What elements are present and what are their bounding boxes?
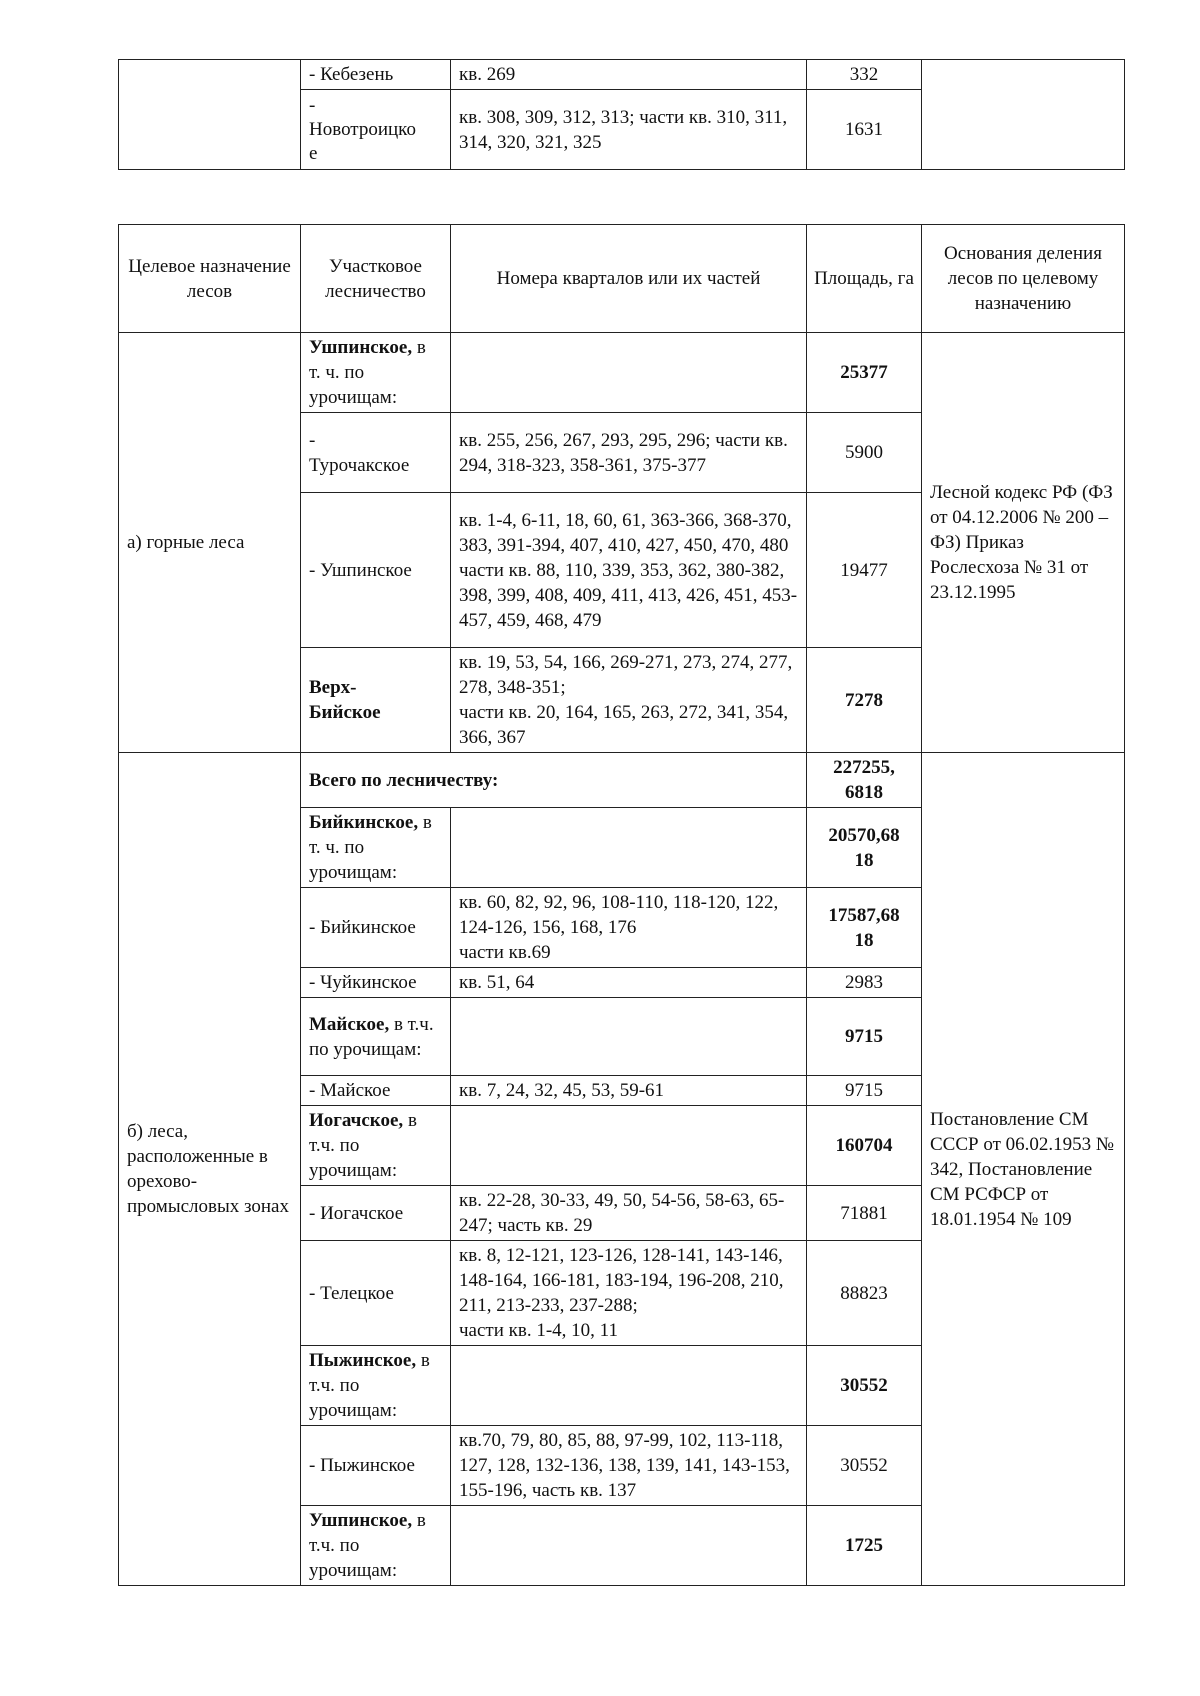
quarters-cell: кв. 1-4, 6-11, 18, 60, 61, 363-366, 368-370, 383, 391-394, 407, 410, 427, 450, 470, 480 части кв. 88, 110, 339, 353, 362, 380-382, 398, 399, 408, 409, 411, 413, 426, 451, 453-457, 459, 468, 479 [451,493,807,648]
quarters-cell: кв. 60, 82, 92, 96, 108-110, 118-120, 122, 124-126, 156, 168, 176 части кв.69 [451,888,807,968]
forestry-cell: - Чуйкинское [301,968,451,998]
quarters-cell: кв. 269 [451,60,807,90]
total-area: 227255, 6818 [807,753,922,808]
forestry-note: в т. ч. по урочищам: [309,812,432,883]
forestry-cell [301,998,451,1076]
quarters-cell: кв. 8, 12-121, 123-126, 128-141, 143-146, 148-164, 166-181, 183-194, 196-208, 210, 211, 213-233, 237-288; части кв. 1-4, 10, 11 [451,1241,807,1346]
forestry-name: Майское, [309,1013,390,1035]
forestry-cell: - Майское [301,1076,451,1106]
header-area: Площадь, га [807,225,922,333]
header-basis: Основания деления лесов по целевому назначению [922,225,1125,333]
header-purpose: Целевое назначение лесов [119,225,301,333]
quarters-cell [451,998,807,1076]
continuation-table [118,59,1125,170]
area-cell: 160704 [807,1106,922,1186]
forestry-name: Пыжинское, [309,1350,417,1371]
forestry-cell [301,333,451,413]
quarters-cell [451,1346,807,1426]
area-cell: 25377 [807,333,922,413]
table-row [119,753,1125,808]
area-cell: 71881 [807,1186,922,1241]
forestry-name: Иогачское, [309,1110,404,1131]
area-cell: 5900 [807,413,922,493]
forestry-cell: - Турочакское [301,413,451,493]
purpose-cell: б) леса, расположенные в орехово-промысловых зонах [119,753,301,1586]
forestry-note: в т. ч. по урочищам: [309,337,426,408]
area-cell: 9715 [807,998,922,1076]
quarters-cell: кв. 7, 24, 32, 45, 53, 59-61 [451,1076,807,1106]
forestry-note: в т.ч. по урочищам: [309,1110,417,1181]
forestry-cell [301,808,451,888]
forestry-cell [301,1506,451,1586]
header-forestry: Участковое лесничество [301,225,451,333]
empty-cell [922,60,1125,170]
forestry-cell: - Бийкинское [301,888,451,968]
basis-cell: Постановление СМ СССР от 06.02.1953 № 342, Постановление СМ РСФСР от 18.01.1954 № 109 [922,753,1125,1586]
quarters-cell [451,1106,807,1186]
forestry-cell [301,1346,451,1426]
forestry-cell: - Ушпинское [301,493,451,648]
district-cell: - Кебезень [301,60,451,90]
forestry-cell [301,1106,451,1186]
area-cell: 19477 [807,493,922,648]
quarters-cell [451,808,807,888]
table-row [119,60,1125,90]
area-cell: 17587,68 18 [807,888,922,968]
purpose-cell: а) горные леса [119,333,301,753]
quarters-cell: кв.70, 79, 80, 85, 88, 97-99, 102, 113-118, 127, 128, 132-136, 138, 139, 141, 143-153, 155-196, часть кв. 137 [451,1426,807,1506]
forestry-cell: - Телецкое [301,1241,451,1346]
forestry-cell: - Пыжинское [301,1426,451,1506]
basis-cell: Лесной кодекс РФ (ФЗ от 04.12.2006 № 200 – ФЗ) Приказ Рослесхоза № 31 от 23.12.1995 [922,333,1125,753]
area-cell: 1725 [807,1506,922,1586]
quarters-cell: кв. 51, 64 [451,968,807,998]
quarters-cell: кв. 255, 256, 267, 293, 295, 296; части кв. 294, 318-323, 358-361, 375-377 [451,413,807,493]
area-cell: 9715 [807,1076,922,1106]
district-cell: - Новотроицко е [301,90,451,170]
forestry-note: в т.ч. по урочищам: [309,1350,430,1421]
quarters-cell [451,1506,807,1586]
quarters-cell [451,333,807,413]
forestry-cell: - Иогачское [301,1186,451,1241]
area-cell: 1631 [807,90,922,170]
quarters-cell: кв. 19, 53, 54, 166, 269-271, 273, 274, 277, 278, 348-351; части кв. 20, 164, 165, 263, 272, 341, 354, 366, 367 [451,648,807,753]
forestry-name: Бийкинское, [309,812,419,833]
total-label: Всего по лесничеству: [301,753,807,808]
table-row [119,333,1125,413]
quarters-cell: кв. 22-28, 30-33, 49, 50, 54-56, 58-63, 65-247; часть кв. 29 [451,1186,807,1241]
forestry-note: в т.ч. по урочищам: [309,1510,426,1581]
empty-cell [119,60,301,170]
forestry-name: Ушпинское, [309,1510,413,1531]
forestry-cell: Верх- Бийское [301,648,451,753]
table-header-row [119,225,1125,333]
header-quarters: Номера кварталов или их частей [451,225,807,333]
area-cell: 20570,68 18 [807,808,922,888]
area-cell: 88823 [807,1241,922,1346]
forestry-note: в т.ч. по урочищам: [309,1013,434,1060]
forestry-name: Ушпинское, [309,337,413,358]
area-cell: 30552 [807,1426,922,1506]
area-cell: 332 [807,60,922,90]
forest-purpose-table [118,224,1125,1586]
quarters-cell: кв. 308, 309, 312, 313; части кв. 310, 311, 314, 320, 321, 325 [451,90,807,170]
area-cell: 7278 [807,648,922,753]
area-cell: 2983 [807,968,922,998]
area-cell: 30552 [807,1346,922,1426]
